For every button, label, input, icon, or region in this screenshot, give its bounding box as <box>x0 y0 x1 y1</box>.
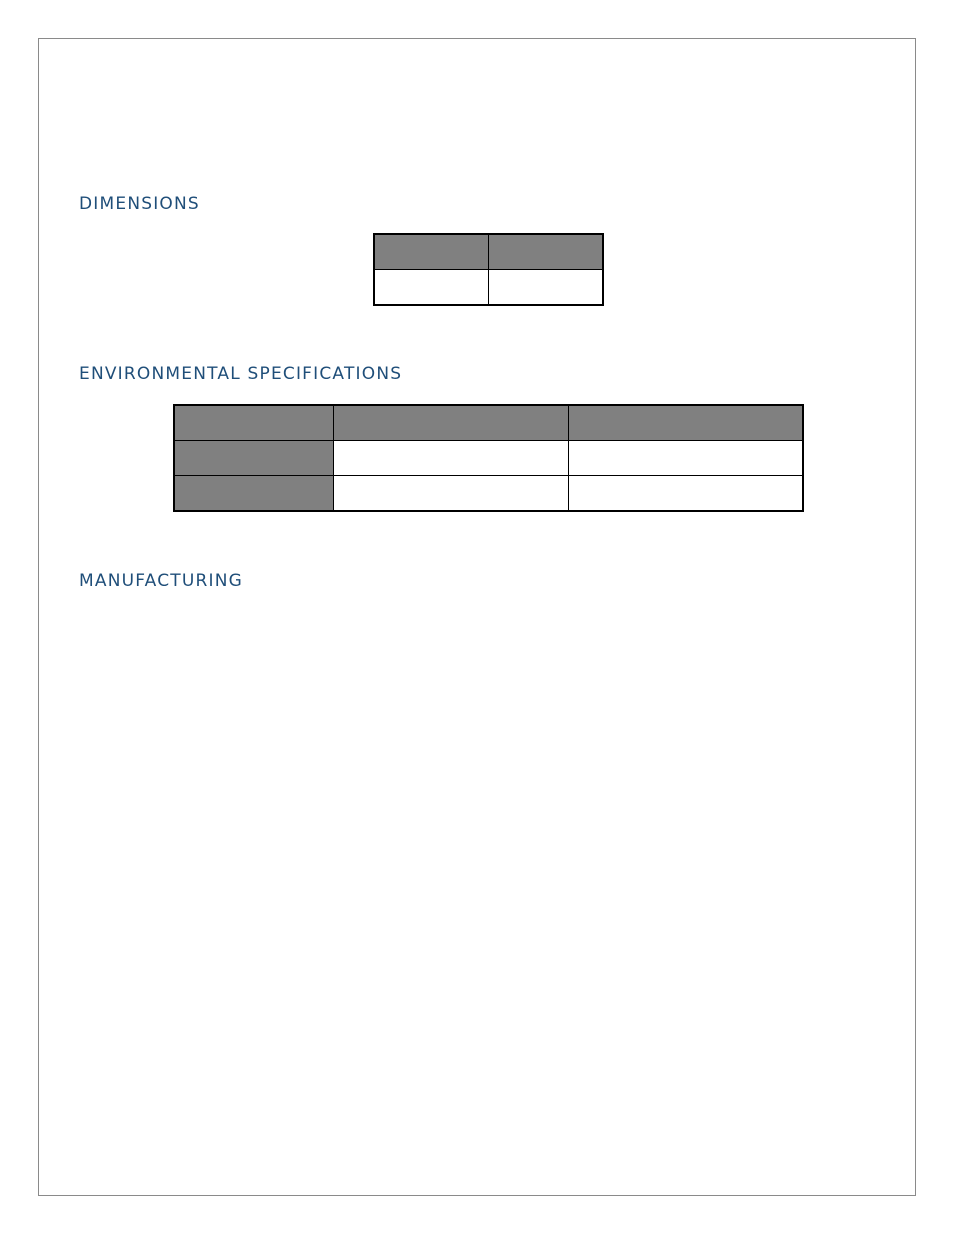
section-heading-dimensions: DIMENSIONS <box>79 194 200 214</box>
table-header-row <box>175 406 803 441</box>
table-cell <box>334 476 569 511</box>
table-row <box>175 441 803 476</box>
table-cell <box>489 270 603 305</box>
table-cell <box>334 441 569 476</box>
table-row <box>375 270 603 305</box>
table-cell <box>569 441 803 476</box>
table-row-header-cell <box>175 476 334 511</box>
section-heading-environmental: ENVIRONMENTAL SPECIFICATIONS <box>79 364 403 384</box>
table-header-cell <box>175 406 334 441</box>
table-header-cell <box>375 235 489 270</box>
table-header-row <box>375 235 603 270</box>
environmental-table <box>174 405 803 511</box>
dimensions-table <box>374 234 603 305</box>
table-header-cell <box>334 406 569 441</box>
table-cell <box>375 270 489 305</box>
table-row <box>175 476 803 511</box>
table-header-cell <box>489 235 603 270</box>
table-header-cell <box>569 406 803 441</box>
table-row-header-cell <box>175 441 334 476</box>
section-heading-manufacturing: MANUFACTURING <box>79 571 244 591</box>
table-cell <box>569 476 803 511</box>
